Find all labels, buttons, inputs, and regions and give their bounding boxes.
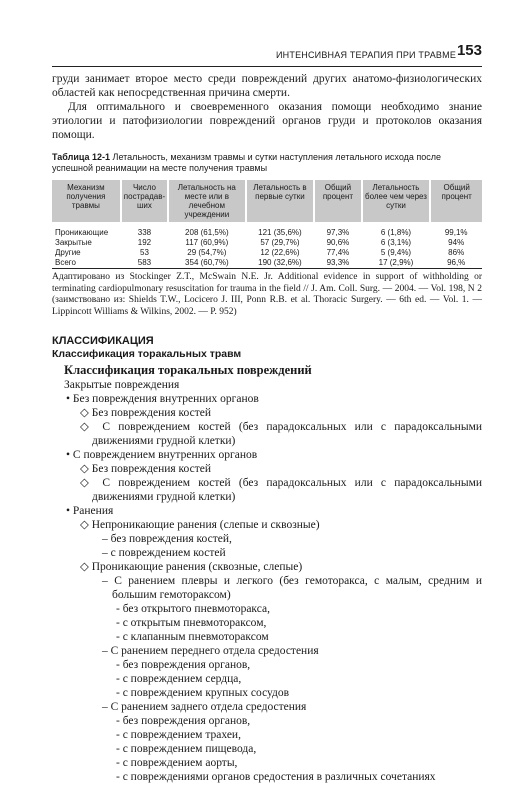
column-header: Летальность более чем через сутки [362,180,431,222]
page-number: 153 [456,42,482,59]
table-cell: 6 (3,1%) [380,238,412,247]
column-header: Летальность в первые сутки [246,180,315,222]
table-caption-text: Летальность, механизм травмы и сутки наступления летального исхода после успешной реанимации на месте получения травмы [52,152,442,173]
table-cell: 86% [448,248,465,257]
table-cell: 121 (35,6%) [258,228,302,237]
list-item: - без повреждения органов, [116,715,251,727]
table-cell: 97,3% [326,228,350,237]
table-cell: 99,1% [444,228,468,237]
table-cell: 90,6% [326,238,350,247]
table-cell: 29 (54,7%) [187,248,227,257]
column-header: Общий процент [314,180,361,222]
table-cell: 12 (22,6%) [260,248,300,257]
list-item: ◇ Без повреждения костей [80,407,211,419]
list-item: ◇ С повреждением костей (без парадоксальных или с парадоксальными движениями грудной клетки) [80,477,482,503]
table-cell: 6 (1,8%) [380,228,412,237]
table-caption-label: Таблица 12-1 [52,152,111,162]
classification-list [64,378,482,784]
list-item: - с повреждением аорты, [116,757,238,769]
list-item: - с открытым пневмотораксом, [116,617,267,629]
table-cell: 354 (60,7%) [168,258,245,269]
mortality-table [52,180,482,269]
table-row [52,248,482,258]
table-cell: Проникающие [55,228,109,237]
list-item: – С ранением плевры и легкого (без гемоторакса, с малым, средним и большим гемотораксом) [102,575,482,601]
table-cell: 93,3% [314,258,361,269]
list-item: ◇ Проникающие ранения (сквозные, слепые) [80,561,303,573]
table-cell: 77,4% [326,248,350,257]
section-subheading: Классификация торакальных травм [52,348,242,360]
page-body [52,72,482,784]
table-cell: 208 (61,5%) [185,228,229,237]
intro-paragraph-1: груди занимает второе место среди повреждений других анатомо-физиологических областей как непосредственная причина смерти. [52,73,482,99]
intro-paragraph-2: Для оптимального и своевременного оказания помощи необходимо знание этиологии и патофизиологии повреждений органов груди и протоколов оказания помощи. [52,101,482,141]
table-cell: Закрытые [55,238,92,247]
list-item: Закрытые повреждения [64,379,180,391]
list-item: • Без повреждения внутренних органов [66,393,259,405]
table-cell: 17 (2,9%) [362,258,431,269]
table-cell: 192 [137,238,152,247]
column-header: Общий процент [430,180,482,222]
table-caption [52,152,482,174]
table-cell: 190 (32,6%) [246,258,315,269]
table-cell: 5 (9,4%) [380,248,412,257]
classification-title: Классификация торакальных повреждений [64,363,312,377]
table-row [52,238,482,248]
list-item: - без открытого пневмоторакса, [116,603,270,615]
list-item: • С повреждением внутренних органов [66,449,258,461]
list-item: ◇ Без повреждения костей [80,463,211,475]
list-item: - с повреждениями органов средостения в различных сочетаниях [116,771,436,783]
list-item: – без повреждения костей, [102,533,232,545]
list-item: - с повреждением пищевода, [116,743,257,755]
table-row [52,222,482,238]
column-header: Летальность на месте или в лечебном учреждении [168,180,245,222]
table-cell: 117 (60,9%) [185,238,229,247]
table-cell: 57 (29,7%) [260,238,300,247]
table-cell: 338 [137,228,152,237]
column-header: Число пострадав-ших [121,180,168,222]
list-item: - с клапанным пневмотораксом [116,631,269,643]
list-item: – с повреждением костей [102,547,226,559]
list-item: – С ранением переднего отдела средостения [102,645,319,657]
running-title: ИНТЕНСИВНАЯ ТЕРАПИЯ ПРИ ТРАВМЕ [276,50,457,60]
table-cell: Другие [55,248,81,257]
table-source-note: Адаптировано из Stockinger Z.T., McSwain N.E. Jr. Additional evidence in support of withholding or terminating cardiopulmonary resuscitation for trauma in the field // J. Am. Coll. Surg. — 2004. — Vol. 198, N 2 (заимствовано из: Shields T.W., Locicero J. III, Ponn R.B. et al. Thoracic Surgery. — 6th ed. — Vol. 1. — Lippincott Williams & Wilkins, 2002. — P. 952) [52,272,482,317]
list-item: – С ранением заднего отдела средостения [102,701,307,713]
list-item: - с повреждением крупных сосудов [116,687,290,699]
table-cell: 53 [140,248,149,257]
list-item: • Ранения [66,505,114,517]
table-cell: Всего [52,258,121,269]
header-rule [52,66,482,67]
list-item: - с повреждением сердца, [116,673,242,685]
table-cell: 96,% [430,258,482,269]
table-cell: 583 [121,258,168,269]
section-heading: КЛАССИФИКАЦИЯ [52,335,154,347]
column-header: Механизм получения травмы [52,180,121,222]
table-header-row [52,180,482,222]
list-item: - с повреждением трахеи, [116,729,241,741]
table-row [52,258,482,269]
list-item: ◇ С повреждением костей (без парадоксальных или с парадоксальными движениями грудной клетки) [80,421,482,447]
list-item: - без повреждения органов, [116,659,251,671]
table-cell: 94% [448,238,465,247]
list-item: ◇ Непроникающие ранения (слепые и сквозные) [80,519,320,531]
